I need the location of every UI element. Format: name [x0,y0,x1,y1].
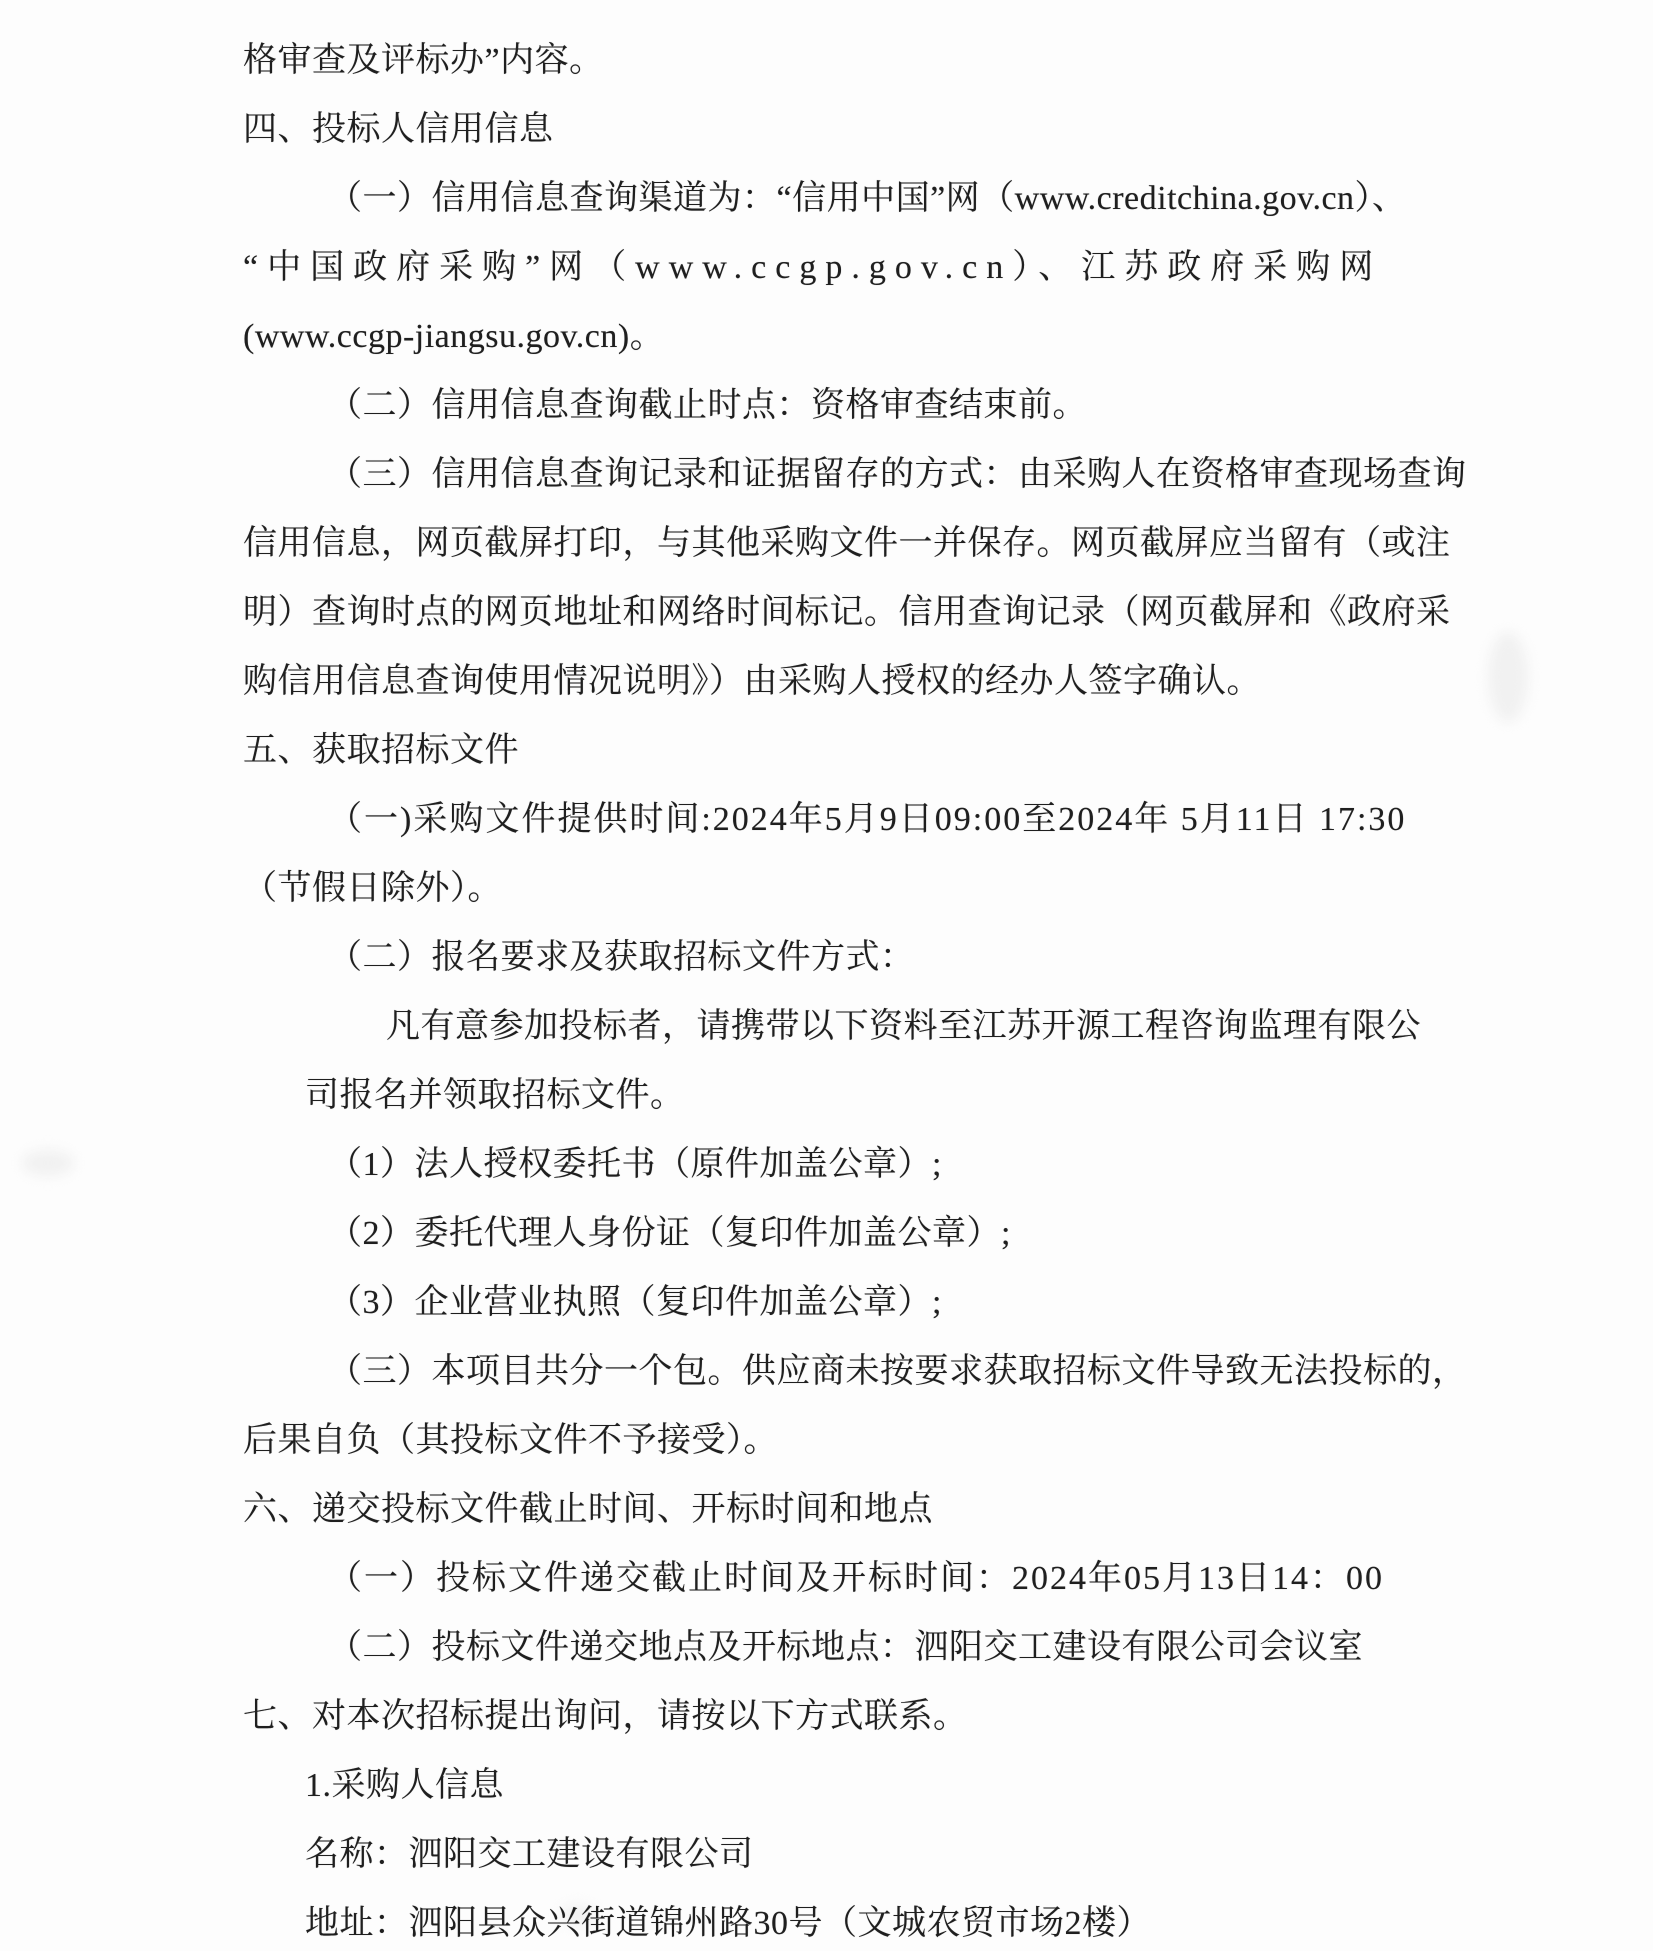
required-item-2-agent-id: （2）委托代理人身份证（复印件加盖公章）; [328,1215,1011,1252]
required-item-3-business-license: （3）企业营业执照（复印件加盖公章）; [328,1284,942,1321]
scan-smudge [22,1150,74,1176]
intending-bidders-continuation-line: 司报名并领取招标文件。 [305,1077,685,1114]
intending-bidders-line: 凡有意参加投标者，请携带以下资料至江苏开源工程咨询监理有限公 [386,1008,1421,1045]
credit-query-record-method-line: （三）信用信息查询记录和证据留存的方式：由采购人在资格审查现场查询 [328,456,1467,493]
purchaser-address-line: 地址：泗阳县众兴街道锦州路30号（文城农贸市场2楼） [305,1905,1151,1942]
purchaser-name-line: 名称：泗阳交工建设有限公司 [305,1836,754,1873]
single-package-continuation-line: 后果自负（其投标文件不予接受）。 [243,1422,778,1459]
subsection-heading-purchaser-info: 1.采购人信息 [305,1767,504,1804]
bid-opening-location-line: （二）投标文件递交地点及开标地点：泗阳交工建设有限公司会议室 [328,1629,1363,1666]
credit-record-continuation-line-2: 明）查询时点的网页地址和网络时间标记。信用查询记录（网页截屏和《政府采 [243,594,1451,631]
required-item-1-authorization-letter: （1）法人授权委托书（原件加盖公章）; [328,1146,942,1183]
continuation-line-qualification-review: 格审查及评标办”内容。 [243,42,604,79]
credit-record-continuation-line-3: 购信用信息查询使用情况说明》）由采购人授权的经办人签字确认。 [243,663,1261,700]
registration-requirements-line: （二）报名要求及获取招标文件方式： [328,939,915,976]
holidays-excluded-line: （节假日除外）。 [243,870,502,907]
section-heading-four-bidder-credit-info: 四、投标人信用信息 [243,111,554,148]
jiangsu-website-url-line: (www.ccgp-jiangsu.gov.cn)。 [243,318,665,355]
credit-query-channels-line: （一）信用信息查询渠道为：“信用中国”网（www.creditchina.gov.cn）、 [328,180,1407,217]
single-package-notice-line: （三）本项目共分一个包。供应商未按要求获取招标文件导致无法投标的， [328,1353,1467,1390]
scan-smudge [1488,632,1528,722]
credit-query-deadline-line: （二）信用信息查询截止时点：资格审查结束前。 [328,387,1087,424]
document-text-block [243,26,1493,1951]
document-provision-time-line: （一)采购文件提供时间:2024年5月9日09:00至2024年 5月11日 17:30 [328,801,1407,838]
section-heading-seven-inquiries: 七、对本次招标提出询问，请按以下方式联系。 [243,1698,968,1735]
ccgp-website-line: “中国政府采购”网（www.ccgp.gov.cn）、江苏政府采购网 [243,249,1383,286]
section-heading-six-submission-deadline: 六、递交投标文件截止时间、开标时间和地点 [243,1491,933,1528]
credit-record-continuation-line-1: 信用信息，网页截屏打印，与其他采购文件一并保存。网页截屏应当留有（或注 [243,525,1451,562]
section-heading-five-obtain-documents: 五、获取招标文件 [243,732,519,769]
bid-submission-deadline-line: （一）投标文件递交截止时间及开标时间：2024年05月13日14：00 [328,1560,1384,1597]
